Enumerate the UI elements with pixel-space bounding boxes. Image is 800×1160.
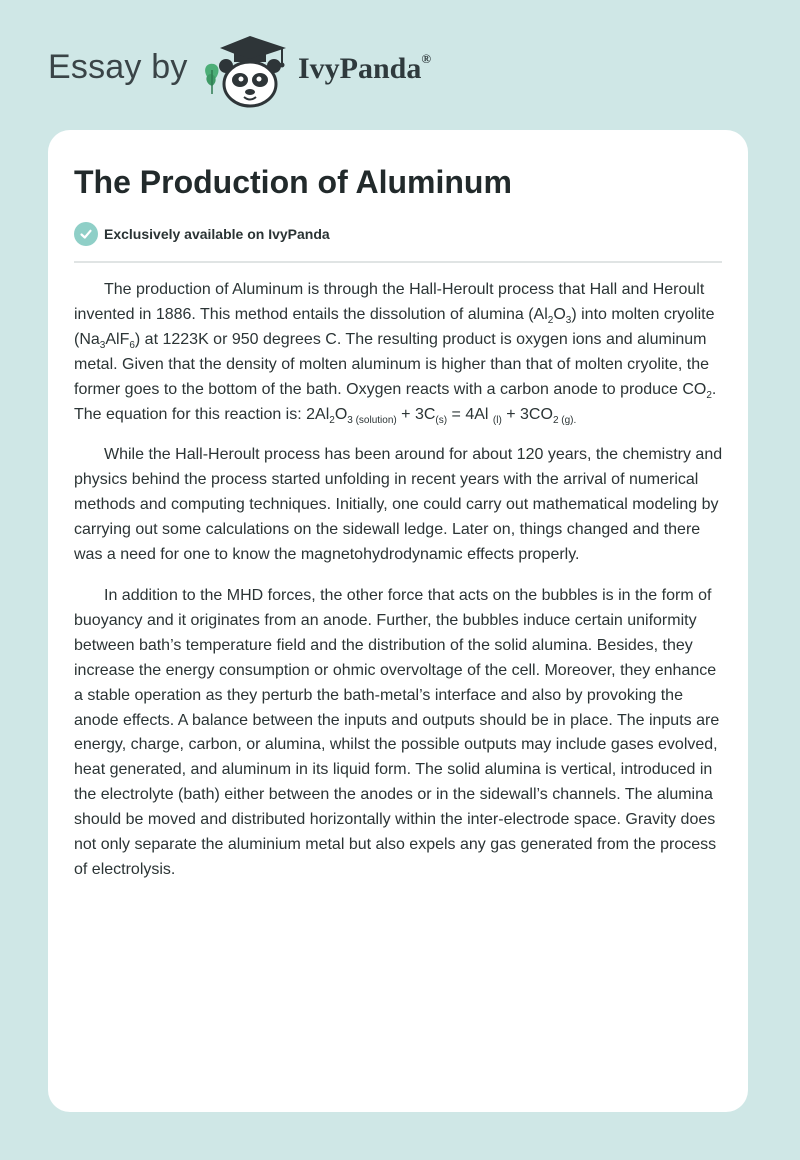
registered-mark: ® (421, 51, 432, 66)
brand-name[interactable] (298, 52, 431, 86)
article-card (48, 130, 748, 1112)
article-body (74, 278, 724, 899)
leaf-icon (205, 64, 218, 94)
brand-text: IvyPanda (298, 52, 422, 85)
paragraph-1: The production of Aluminum is through the Hall-Heroult process that Hall and Heroult invented in 1886. This method entails the dissolution of alumina $(Al_2O_3)$ into molten cryolite $(Na_3AlF_6)$ at 1223K or 950 degrees C. The resulting product is oxygen ions and aluminum metal. Given that the density of molten aluminum is higher than that of molten cryolite, the former goes to the bottom of the bath. Oxygen reacts with a carbon anode to produce $CO_2$. The equation for this reaction is: $2Al_2O_{3 (solution)} + 3C_{(s)} = 4Al$ $_{(l)} + 3CO_{2 (g).}$ (74, 281, 717, 426)
badge-text: Exclusively available on IvyPanda (104, 226, 330, 242)
divider (74, 261, 722, 263)
check-icon (74, 222, 98, 246)
page-title: The Production of Aluminum (74, 164, 512, 200)
brand-prefix: Essay by (48, 48, 188, 86)
site-header (0, 0, 800, 130)
exclusive-badge (74, 222, 330, 246)
paragraph-2: While the Hall-Heroult process has been around for about 120 years, the chemistry and physics behind the process started unfolding in recent years with the arrival of numerical methods and computing techniques. Initially, one could carry out mathematical modeling by carrying out some calculations on the sidewall ledge. Later on, things changed and there was a need for one to know the magnetohydrodynamic effects properly. (74, 446, 723, 564)
panda-graduate-icon[interactable] (200, 34, 296, 110)
paragraph-3: In addition to the MHD forces, the other force that acts on the bubbles is in the form of buoyancy and it originates from an anode. Further, the bubbles induce certain uniformity between bath’s temperature field and the distribution of the solid alumina. Besides, they increase the energy consumption or ohmic overvoltage of the cell. Moreover, they enhance a stable operation as they perturb the bath-metal’s interface and also by provoking the anode effects. A balance between the inputs and outputs should be in place. The inputs are energy, charge, carbon, or alumina, whilst the possible outputs may include gases evolved, heat generated, and aluminum in its liquid form. The solid alumina is vertical, introduced in the electrolyte (bath) either between the anodes or in the sidewall’s channels. The alumina should be moved and distributed horizontally within the inter-electrode space. Gravity does not only separate the aluminium metal but also expels any gas generated from the process of electrolysis. (74, 586, 720, 878)
